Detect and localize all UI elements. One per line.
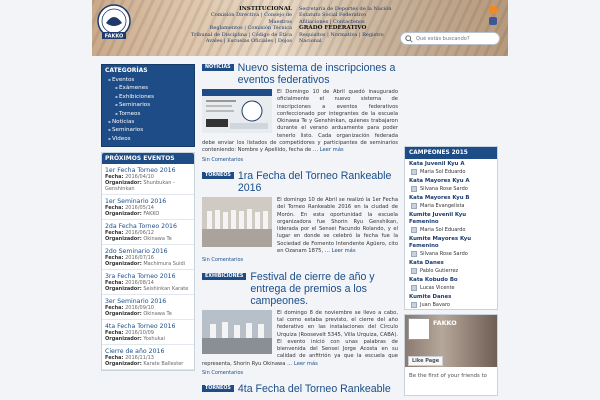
post-category-tag[interactable]: EXHIBICIONES [202, 273, 246, 280]
event-date: 2016/09/10 [125, 305, 154, 312]
category-seminarios[interactable]: ▪ Seminarios [108, 126, 191, 134]
event-date: 2016/05/14 [125, 205, 154, 212]
site-header [92, 0, 508, 56]
organizer-label: Organizador: [105, 311, 142, 318]
event-date: 2016/07/16 [125, 255, 154, 262]
post [202, 383, 398, 395]
winner-name: Pablo Gutierrez [420, 268, 459, 274]
read-more-link[interactable]: Leer más [319, 147, 344, 154]
date-label: Fecha: [105, 305, 124, 312]
winner-name: Maria Sol Eduardo [420, 227, 466, 233]
event-organizer: Machimura Suidi [143, 261, 186, 268]
user-icon [411, 302, 417, 308]
winner-name: Silvana Rose Sardo [420, 251, 468, 257]
champion-winner [405, 226, 497, 234]
user-icon [411, 227, 417, 233]
winner-name: Maria Evangelista [420, 203, 465, 209]
winner-name: Silvana Rose Sardo [420, 186, 468, 192]
event-date: 2016/10/09 [125, 330, 154, 337]
user-icon [411, 186, 417, 192]
event-date: 2016/06/12 [125, 230, 154, 237]
event-item [102, 345, 194, 370]
fakko-logo[interactable] [96, 3, 132, 43]
facebook-icon[interactable] [489, 17, 497, 25]
svg-text:FAKKO: FAKKO [104, 33, 124, 40]
champion-category: Kata Mayores Kyu A [409, 178, 470, 184]
champion-winner [405, 202, 497, 210]
user-icon [411, 285, 417, 291]
event-organizer: Okinawa Te [143, 311, 172, 318]
event-organizer: Seishinkan Karate [143, 286, 189, 293]
nav-link-avales[interactable]: Avales | Escuelas Oficiales | Dojos [205, 38, 292, 45]
nav-link-requisitos[interactable]: Requisitos | Normativa | Registro [299, 31, 384, 38]
post-title[interactable]: 1ra Fecha del Torneo Rankeable 2016 [237, 169, 392, 194]
category-exhibiciones[interactable]: ▪ Exhibiciones [108, 93, 191, 101]
winner-name: Juan Bavaro [420, 302, 450, 308]
event-organizer: Shunbukan - Genshinkan [105, 180, 175, 193]
read-more-link[interactable]: Leer más [293, 360, 318, 367]
post-thumbnail[interactable] [202, 197, 272, 247]
champion-winner [405, 301, 497, 309]
categories-title: CATEGORÍAS [102, 65, 194, 76]
facebook-widget [404, 314, 498, 396]
event-organizer: Yoshukai [143, 336, 165, 343]
categories-box [101, 64, 195, 147]
organizer-label: Organizador: [105, 286, 142, 293]
facebook-page-avatar[interactable] [408, 318, 430, 340]
post-excerpt: El domingo 8 de noviembre se llevo a cabo, tal como estaba previsto, el cierre del año federativo en las instalaciones del Círculo Urquiza (Roosevelt 5345, Villa Urquiza, CABA). El evento inició con unas palabras de bienvenida del Sensei Jorge Acosta en su calidad de anfitrión ya que la escuela que representa, Shorin Ryu Okinawa … [202, 309, 398, 367]
champion-winner [405, 284, 497, 292]
post [202, 62, 398, 164]
organizer-label: Organizador: [105, 180, 142, 187]
post-thumbnail[interactable] [202, 89, 272, 133]
post [202, 170, 398, 265]
comments-link[interactable]: Sin Comentarios [202, 370, 244, 377]
post-category-tag[interactable]: TORNEOS [202, 172, 234, 179]
like-page-button[interactable] [408, 356, 443, 366]
event-item [102, 245, 194, 270]
event-date: 2016/08/14 [125, 280, 154, 287]
date-label: Fecha: [105, 205, 124, 212]
comments-link[interactable]: Sin Comentarios [202, 156, 244, 163]
user-icon [411, 203, 417, 209]
institucional-heading: INSTITUCIONAL [239, 6, 292, 12]
right-sidebar [404, 146, 498, 396]
left-sidebar [101, 64, 195, 371]
events-title: PRÓXIMOS EVENTOS [102, 153, 194, 164]
post-excerpt: El domingo 10 de Abril se realizó la 1er Fecha del Torneo Rankeable 2016 en la ciudad de Morón. En esta oportunidad la escuela organizadora fue Shorin Ryu Genshikan, liderada por el Sensei Facundo Rolando, y el lugar en donde se celebró la fecha fue la Sociedad de Fomento Intendente Agüero, cito en Ozanam 1875, … [277, 196, 398, 255]
nav-link-estatuto[interactable]: Estatuto Social Federativo [299, 12, 367, 19]
institucional-menu [190, 6, 292, 44]
champion-category: Kata Danes [409, 260, 444, 266]
event-item [102, 270, 194, 295]
organizer-label: Organizador: [105, 261, 142, 268]
search-input[interactable] [416, 36, 498, 42]
date-label: Fecha: [105, 230, 124, 237]
nav-link-comision[interactable]: Comisión Directiva | Consejo de Maestros [210, 12, 292, 25]
post-category-tag[interactable]: NOTICIAS [202, 64, 234, 71]
organizer-label: Organizador: [105, 336, 142, 343]
date-label: Fecha: [105, 330, 124, 337]
date-label: Fecha: [105, 355, 124, 362]
post-title[interactable]: Festival de cierre de año y entrega de premios a los campeones. [250, 270, 375, 307]
category-examenes[interactable]: ▪ Exámenes [108, 84, 191, 92]
event-title[interactable]: 3ra Fecha Torneo 2016 [105, 273, 176, 281]
event-date: 2016/04/10 [125, 174, 154, 181]
winner-name: Lucas Vicente [420, 285, 455, 291]
organizer-label: Organizador: [105, 361, 142, 368]
event-organizer: Karate Ballester [143, 361, 184, 368]
rss-icon[interactable] [489, 6, 497, 14]
nav-link-reglamentos[interactable]: Reglamentos | Comisión Técnica [209, 25, 292, 32]
date-label: Fecha: [105, 255, 124, 262]
search-box [400, 32, 500, 45]
event-organizer: Okinawa Te [143, 236, 172, 243]
nav-link-afiliaciones[interactable]: Afiliaciones | Contactenos [299, 18, 365, 25]
event-title[interactable]: 1er Seminario 2016 [105, 198, 167, 206]
champion-category: Kumite Mayores Kyu Femenino [409, 236, 472, 249]
champions-box [404, 146, 498, 310]
champion-winner [405, 168, 497, 176]
facebook-page-name[interactable]: FAKKO [433, 319, 457, 327]
upcoming-events-box [101, 152, 195, 371]
post-title[interactable]: 4ta Fecha del Torneo Rankeable [237, 383, 391, 396]
date-label: Fecha: [105, 174, 124, 181]
organizer-label: Organizador: [105, 236, 142, 243]
champion-winner [405, 250, 497, 258]
nav-link-nacional[interactable]: Nacional [299, 38, 322, 45]
user-icon [411, 268, 417, 274]
champion-category: Kumite Danes [409, 294, 452, 300]
event-item [102, 320, 194, 345]
event-title[interactable]: 4ta Fecha Torneo 2016 [105, 323, 176, 331]
read-more-link[interactable]: Leer más [331, 248, 356, 255]
champion-category: Kata Mayores Kyu B [409, 195, 470, 201]
event-organizer: FAKKO [143, 211, 160, 218]
social-links [489, 6, 499, 28]
event-title[interactable]: 1er Fecha Torneo 2016 [105, 167, 176, 175]
champion-category: Kumite Juvenil Kyu Femenino [409, 212, 467, 225]
winner-name: Maria Sol Eduardo [420, 169, 466, 175]
event-item [102, 295, 194, 320]
facebook-like-label: Like Page [412, 358, 440, 364]
nav-link-tribunal[interactable]: Tribunal de Disciplina | Código de Ética [190, 31, 292, 38]
facebook-cover [405, 315, 497, 367]
event-title[interactable]: 2da Fecha Torneo 2016 [105, 223, 177, 231]
category-eventos[interactable]: ▪ Eventos [108, 76, 191, 84]
champion-category: Kata Juvenil Kyu A [409, 161, 465, 167]
post-title[interactable]: Nuevo sistema de inscripciones a eventos federativos [237, 62, 396, 86]
facebook-friends-text: Be the first of your friends to [409, 373, 487, 379]
event-title[interactable]: 3er Seminario 2016 [105, 298, 167, 306]
event-item [102, 220, 194, 245]
nav-link-secretaria[interactable]: Secretaría de Deportes de la Nación [299, 6, 392, 12]
event-item [102, 195, 194, 220]
comments-link[interactable]: Sin Comentarios [202, 257, 244, 264]
event-title[interactable]: Cierre de año 2016 [105, 348, 165, 356]
category-noticias[interactable]: ▪ Noticias [108, 118, 191, 126]
category-videos[interactable]: ▪ Videos [108, 135, 191, 143]
post-category-tag[interactable]: TORNEOS [202, 385, 234, 392]
date-label: Fecha: [105, 280, 124, 287]
post [202, 271, 398, 378]
event-item [102, 164, 194, 195]
event-title[interactable]: 2do Seminario 2016 [105, 248, 168, 256]
main-content [202, 62, 398, 400]
search-icon[interactable] [405, 35, 413, 43]
federativo-menu [299, 6, 401, 44]
category-seminarios-sub[interactable]: ▪ Seminarios [108, 101, 191, 109]
grado-heading: GRADO FEDERATIVO [299, 25, 367, 32]
event-date: 2016/11/13 [125, 355, 154, 362]
post-thumbnail[interactable] [202, 310, 272, 354]
user-icon [411, 169, 417, 175]
post-excerpt: El Domingo 10 de Abril quedó inaugurado oficialmente el nuevo sistema de inscripciones a eventos federativos confeccionado por integrantes de la escuela Okinawa Te y Genshinkan, quienes trabajaron durante el verano arduamente para poder tenerlo listo. Cada organización federada debe enviar los listados de competidores y participantes de seminarios conteniendo: Nombre y Apellido, fecha de … [202, 89, 398, 154]
user-icon [411, 251, 417, 257]
champions-title: CAMPEONES 2015 [405, 147, 497, 159]
category-torneos[interactable]: ▪ Torneos [108, 110, 191, 118]
organizer-label: Organizador: [105, 211, 142, 218]
champion-winner [405, 185, 497, 193]
champion-winner [405, 267, 497, 275]
champion-category: Kata Kobudo Bo [409, 277, 458, 283]
